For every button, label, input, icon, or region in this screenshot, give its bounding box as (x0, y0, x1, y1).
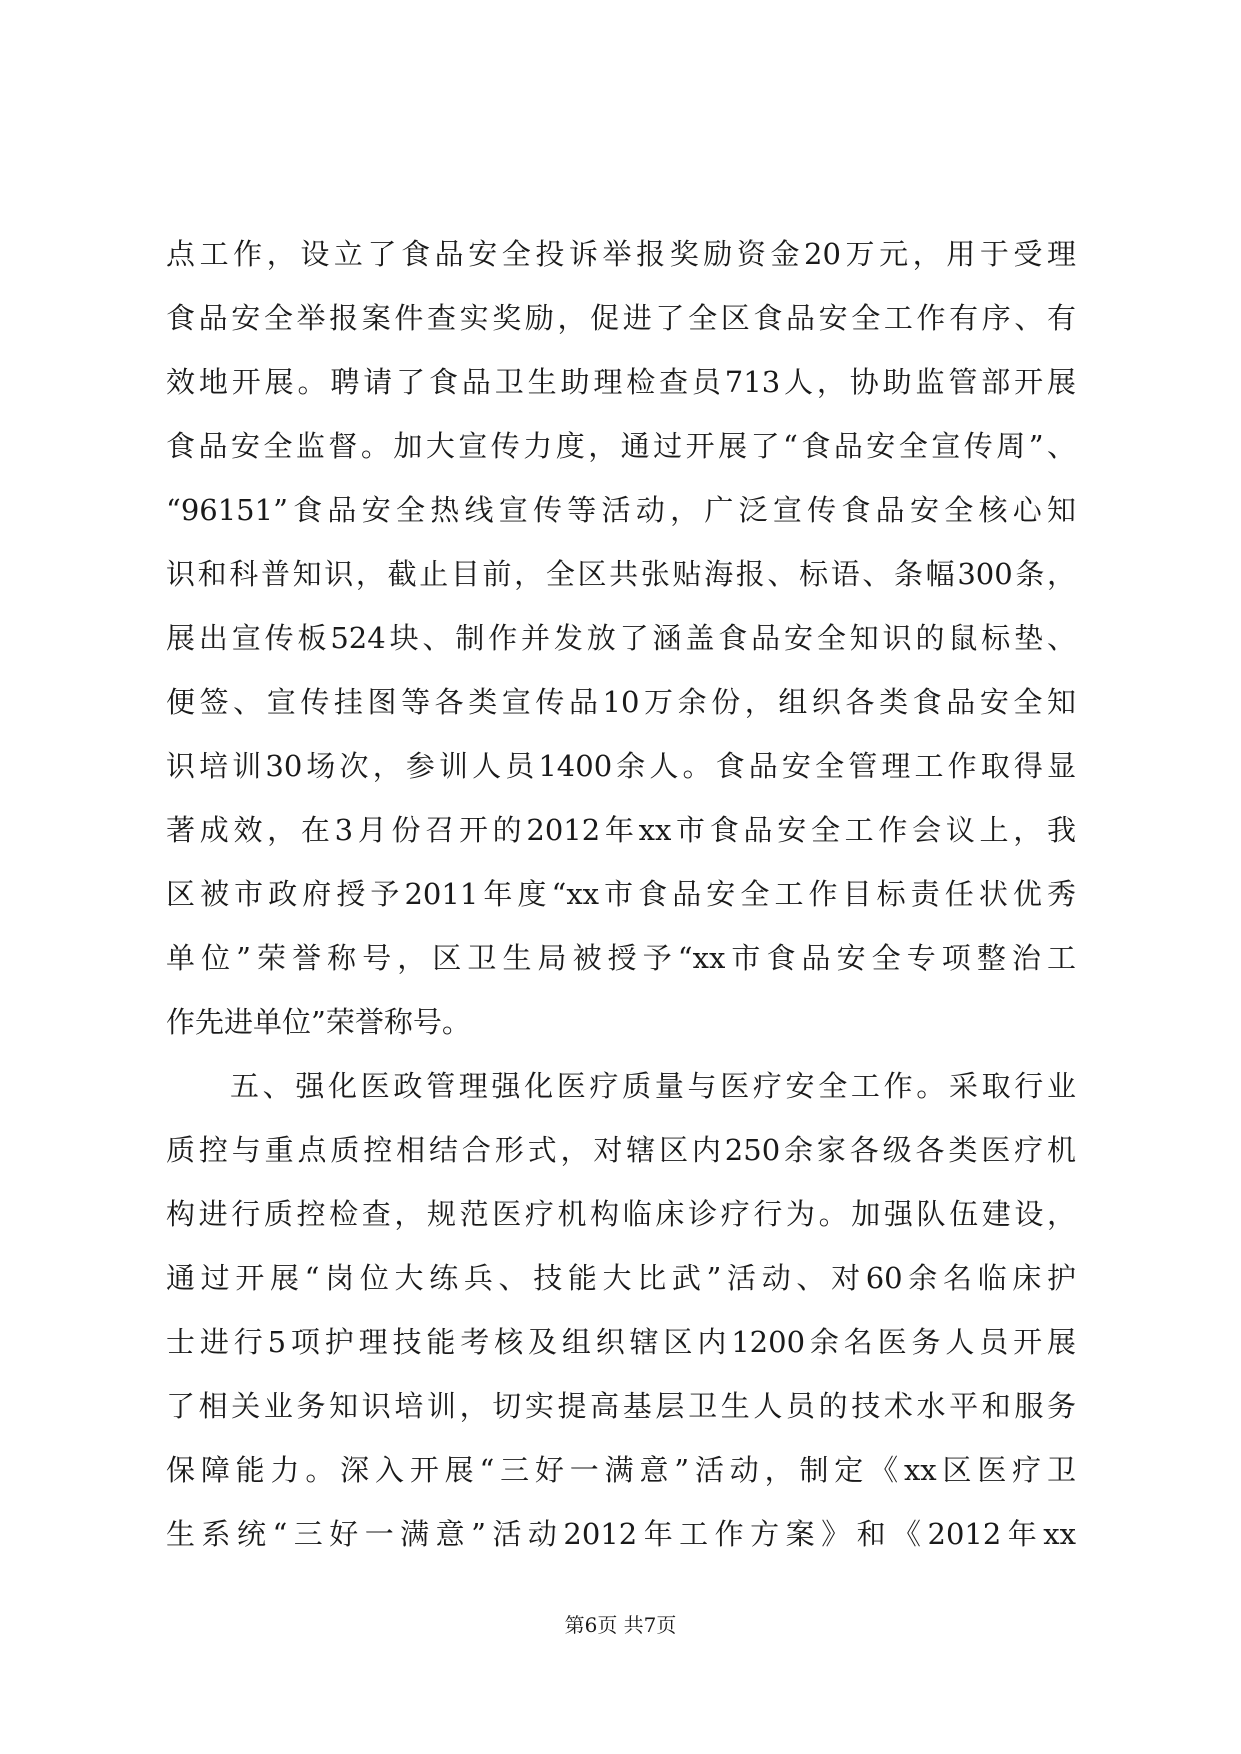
text-line: 保障能力。深入开展“三好一满意”活动，制定《xx区医疗卫 (166, 1453, 1076, 1487)
text-line: 区被市政府授予2011年度“xx市食品安全工作目标责任状优秀 (166, 877, 1076, 911)
paragraph-food-safety (166, 222, 1076, 1054)
text-line: 识培训30场次，参训人员1400余人。食品安全管理工作取得显 (166, 749, 1076, 783)
text-line: 质控与重点质控相结合形式，对辖区内250余家各级各类医疗机 (166, 1133, 1076, 1167)
text-line: 展出宣传板524块、制作并发放了涵盖食品安全知识的鼠标垫、 (166, 621, 1076, 655)
text-line: 食品安全举报案件查实奖励，促进了全区食品安全工作有序、有 (166, 301, 1076, 335)
text-line: 点工作，设立了食品安全投诉举报奖励资金20万元，用于受理 (166, 237, 1076, 271)
text-line: 效地开展。聘请了食品卫生助理检查员713人，协助监管部开展 (166, 365, 1076, 399)
paragraph-medical-administration (166, 1054, 1076, 1566)
text-line: 作先进单位”荣誉称号。 (166, 1005, 471, 1039)
text-line: 便签、宣传挂图等各类宣传品10万余份，组织各类食品安全知 (166, 685, 1076, 719)
text-line: 士进行5项护理技能考核及组织辖区内1200余名医务人员开展 (166, 1325, 1076, 1359)
text-line: 构进行质控检查，规范医疗机构临床诊疗行为。加强队伍建设， (166, 1197, 1076, 1231)
text-line: 识和科普知识，截止目前，全区共张贴海报、标语、条幅300条， (166, 557, 1076, 591)
text-line: “96151”食品安全热线宣传等活动，广泛宣传食品安全核心知 (166, 493, 1076, 527)
text-line: 著成效，在3月份召开的2012年xx市食品安全工作会议上，我 (166, 813, 1076, 847)
page-number-footer: 第6页 共7页 (564, 1613, 677, 1637)
body-text (166, 222, 1076, 1566)
text-line: 五、强化医政管理强化医疗质量与医疗安全工作。采取行业 (230, 1069, 1076, 1103)
text-line: 生系统“三好一满意”活动2012年工作方案》和《2012年xx (166, 1517, 1076, 1551)
text-line: 了相关业务知识培训，切实提高基层卫生人员的技术水平和服务 (166, 1389, 1076, 1423)
text-line: 单位”荣誉称号，区卫生局被授予“xx市食品安全专项整治工 (166, 941, 1076, 975)
text-line: 通过开展“岗位大练兵、技能大比武”活动、对60余名临床护 (166, 1261, 1076, 1295)
text-line: 食品安全监督。加大宣传力度，通过开展了“食品安全宣传周”、 (166, 429, 1076, 463)
